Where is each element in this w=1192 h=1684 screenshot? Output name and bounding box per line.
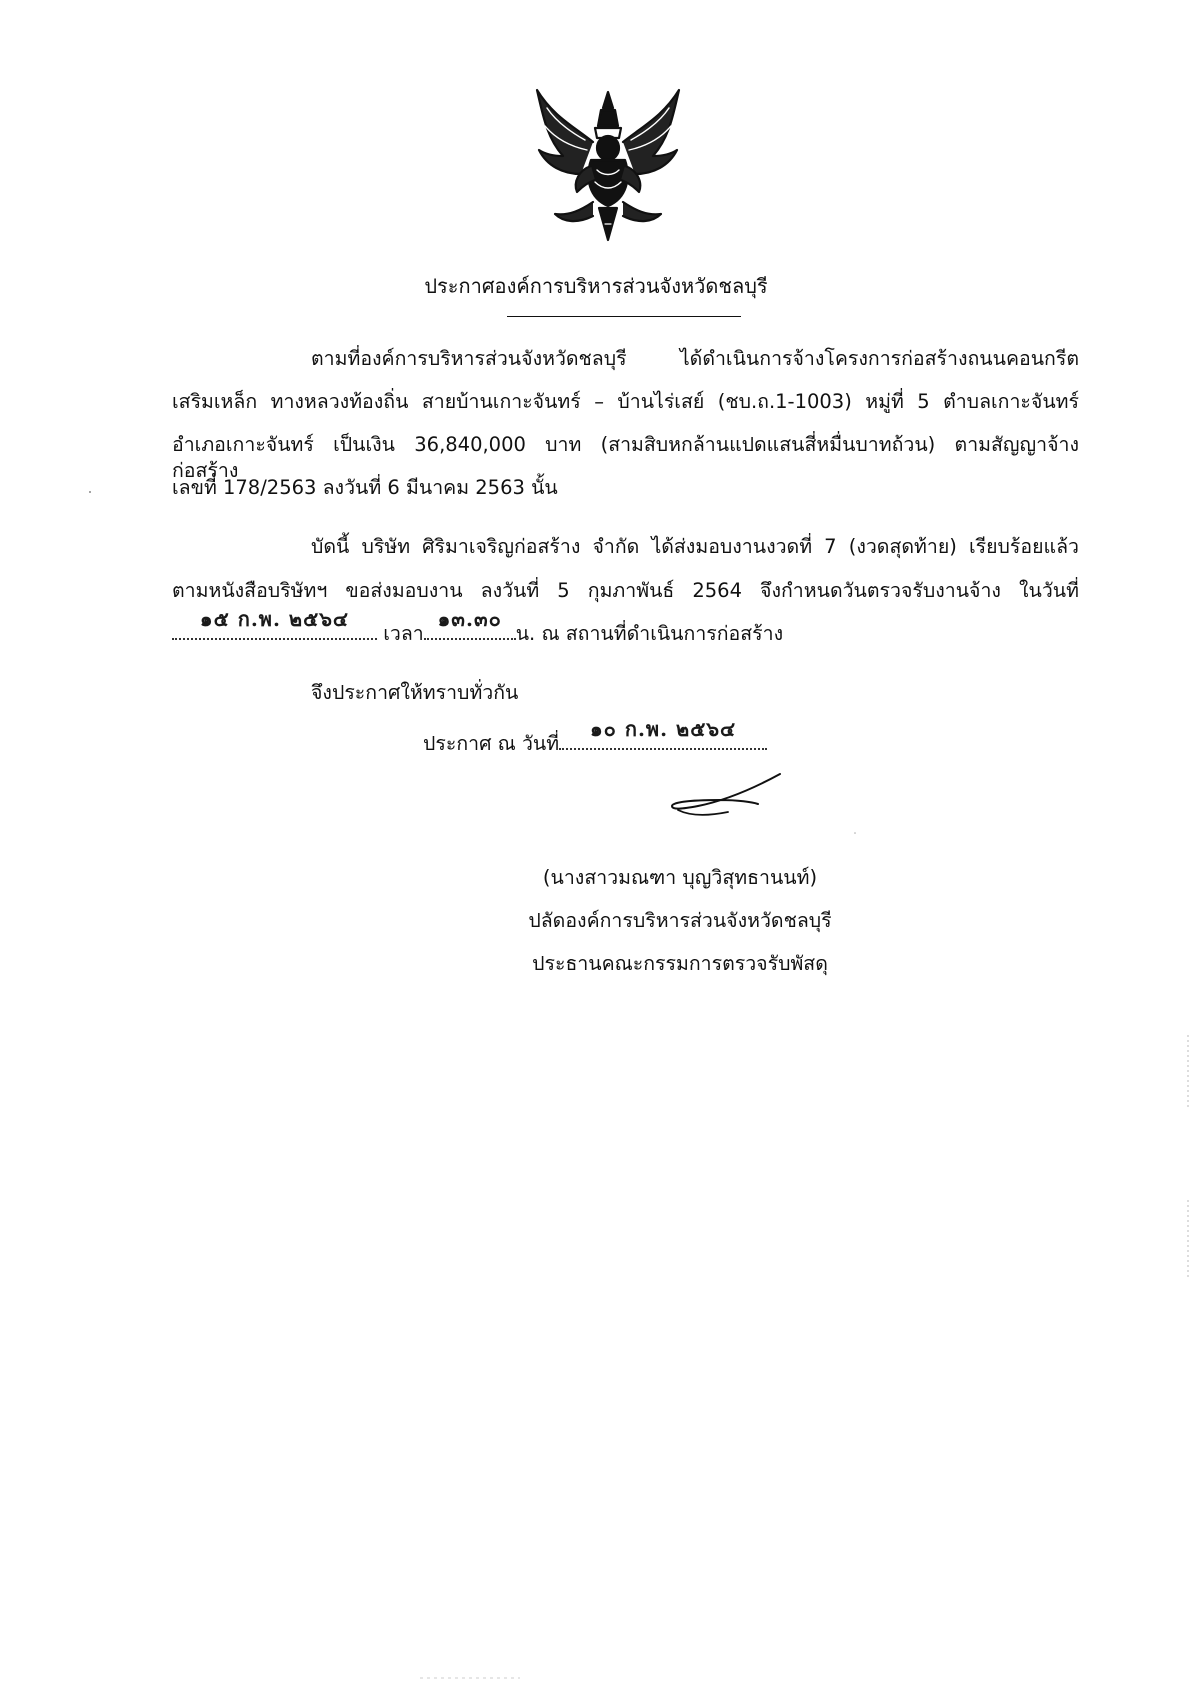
inspection-date-handwritten: ๑๕ ก.พ. ๒๕๖๔ (199, 607, 350, 631)
signer-name: (นางสาวมณฑา บุญวิสุทธานนท์) (542, 866, 818, 889)
paragraph1-line4: เลขที่ 178/2563 ลงวันที่ 6 มีนาคม 2563 นั้น (172, 476, 558, 499)
title-underline (507, 316, 741, 317)
location-text: น. ณ สถานที่ดำเนินการก่อสร้าง (515, 622, 784, 645)
announce-date-handwritten: ๑๐ ก.พ. ๒๕๖๔ (589, 717, 737, 741)
closing-text: จึงประกาศให้ทราบทั่วกัน (311, 681, 519, 704)
paragraph2-line2: ตามหนังสือบริษัทฯ ขอส่งมอบงาน ลงวันที่ 5 กุมภาพันธ์ 2564 จึงกำหนดวันตรวจรับงานจ้าง ในวันที่ (172, 579, 1079, 602)
inspection-time-blank (424, 607, 516, 640)
inspection-time-handwritten: ๑๓.๓๐ (437, 607, 502, 631)
signature-mark (668, 770, 783, 820)
paragraph1-line3: อำเภอเกาะจันทร์ เป็นเงิน 36,840,000 บาท (สามสิบหกล้านแปดแสนสี่หมื่นบาทถ้วน) ตามสัญญาจ้างก่อสร้าง (172, 433, 1079, 482)
announce-date-blank (559, 717, 767, 750)
announce-label: ประกาศ ณ วันที่ (423, 732, 560, 755)
document-title: ประกาศองค์การบริหารส่วนจังหวัดชลบุรี (424, 274, 768, 298)
paragraph1-line1: ตามที่องค์การบริหารส่วนจังหวัดชลบุรี ได้ดำเนินการจ้างโครงการก่อสร้างถนนคอนกรีต (311, 347, 1079, 370)
signer-position: ปลัดองค์การบริหารส่วนจังหวัดชลบุรี (528, 909, 832, 932)
signer-committee-role: ประธานคณะกรรมการตรวจรับพัสดุ (532, 952, 828, 975)
time-label: เวลา (383, 622, 424, 645)
announce-date-line (423, 717, 767, 757)
inspection-date-blank (172, 607, 377, 640)
garuda-emblem-icon (533, 86, 683, 246)
paragraph1-line2: เสริมเหล็ก ทางหลวงท้องถิ่น สายบ้านเกาะจันทร์ – บ้านไร่เสย์ (ชบ.ถ.1-1003) หมู่ที่ 5 ตำบลเกาะจันทร์ (172, 390, 1079, 413)
paragraph2-line1: บัดนี้ บริษัท ศิริมาเจริญก่อสร้าง จำกัด ได้ส่งมอบงานงวดที่ 7 (งวดสุดท้าย) เรียบร้อยแล้ว (311, 535, 1079, 558)
paragraph2-line3 (172, 607, 784, 647)
